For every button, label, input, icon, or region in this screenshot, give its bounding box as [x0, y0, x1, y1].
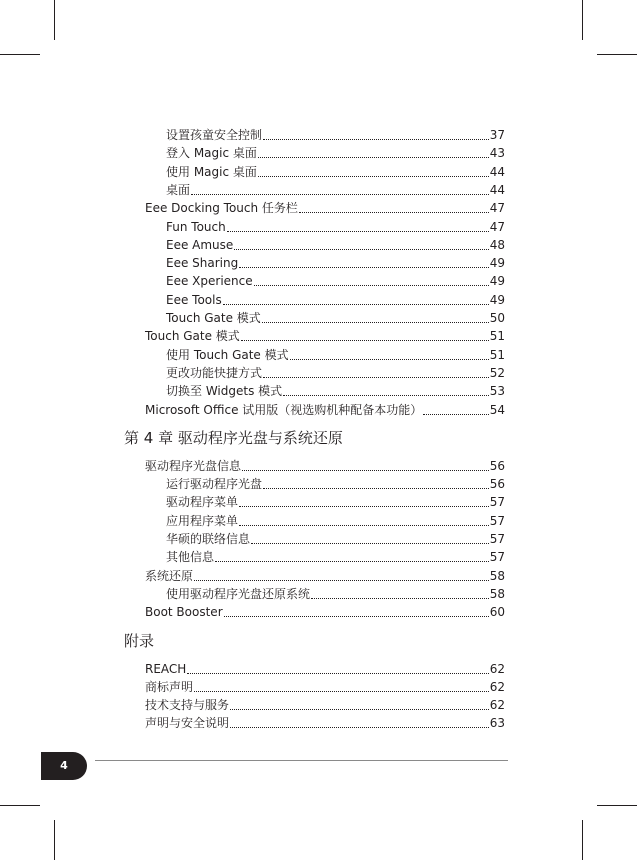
toc-entry-page: 52	[489, 365, 505, 380]
dot-leader	[194, 690, 489, 692]
toc-entry-page: 54	[489, 402, 505, 417]
toc-entry-page: 58	[489, 586, 505, 601]
dot-leader	[224, 615, 489, 617]
toc-entry-page: 62	[489, 698, 505, 713]
toc-entry[interactable]	[166, 512, 505, 528]
dot-leader	[215, 560, 489, 562]
dot-leader	[239, 505, 489, 507]
dot-leader	[263, 138, 489, 140]
toc-entry-page: 56	[489, 477, 505, 492]
dot-leader	[254, 284, 489, 286]
toc-entry-label: 使用 Magic 桌面	[166, 164, 257, 179]
toc-entry[interactable]	[145, 714, 505, 730]
toc-entry[interactable]	[166, 163, 505, 179]
toc-entry-page: 58	[489, 568, 505, 583]
toc-entry-label: 声明与安全说明	[145, 716, 230, 731]
toc-entry-label: 系统还原	[145, 568, 194, 583]
dot-leader	[262, 321, 489, 323]
toc-entry-page: 57	[489, 513, 505, 528]
dot-leader	[230, 726, 489, 728]
toc-entry-label: 设置孩童安全控制	[166, 128, 263, 142]
toc-entry[interactable]	[166, 364, 505, 380]
toc-entry[interactable]	[166, 493, 505, 509]
toc-entry-label: 华硕的联络信息	[166, 532, 251, 546]
toc-entry-page: 53	[489, 384, 505, 399]
toc-entry[interactable]	[166, 272, 505, 288]
toc-entry-label: 切换至 Widgets 模式	[166, 384, 283, 399]
toc-entry[interactable]	[145, 327, 505, 343]
toc-entry-label: Fun Touch	[166, 219, 226, 234]
toc-entry[interactable]	[166, 254, 505, 270]
dot-leader	[234, 248, 488, 250]
toc-entry-page: 56	[489, 458, 505, 473]
toc-entry-page: 44	[489, 164, 505, 179]
toc-entry-page: 62	[489, 679, 505, 694]
toc-entry-label: Boot Booster	[145, 605, 223, 620]
toc-entry[interactable]	[166, 144, 505, 160]
toc-entry-label: 桌面	[166, 182, 191, 197]
toc-entry-label: 使用驱动程序光盘还原系统	[166, 586, 311, 601]
dot-leader	[263, 376, 489, 378]
toc-entry[interactable]	[166, 236, 505, 252]
dot-leader	[227, 230, 489, 232]
toc-entry[interactable]	[166, 346, 505, 362]
dot-leader	[187, 672, 488, 674]
toc-entry[interactable]	[145, 660, 505, 676]
toc-entry-page: 57	[489, 550, 505, 565]
toc-entry-page: 44	[489, 182, 505, 197]
toc-entry-page: 63	[489, 716, 505, 731]
toc-chapter-heading: 附录	[124, 631, 155, 650]
toc-entry-page: 57	[489, 532, 505, 546]
toc-entry-label: 驱动程序菜单	[166, 495, 239, 510]
toc-entry[interactable]	[145, 457, 505, 473]
toc-entry-label: 应用程序菜单	[166, 513, 239, 528]
toc-entry[interactable]	[166, 548, 505, 564]
toc-entry-page: 49	[489, 292, 505, 307]
toc-entry-page: 51	[489, 347, 505, 362]
toc-entry-label: 其他信息	[166, 550, 215, 565]
dot-leader	[423, 413, 488, 415]
toc-entry[interactable]	[166, 309, 505, 325]
dot-leader	[194, 579, 489, 581]
toc-entry-page: 49	[489, 256, 505, 271]
dot-leader	[239, 524, 489, 526]
toc-entry-page: 37	[489, 128, 505, 142]
toc-entry[interactable]	[166, 126, 505, 142]
toc-entry-label: Eee Sharing	[166, 256, 239, 271]
toc-entry-label: Touch Gate 模式	[166, 311, 261, 325]
dot-leader	[290, 358, 489, 360]
toc-entry-label: 商标声明	[145, 679, 194, 694]
dot-leader	[223, 303, 489, 305]
toc-entry[interactable]	[166, 382, 505, 398]
dot-leader	[191, 193, 489, 195]
dot-leader	[258, 175, 489, 177]
toc-entry-label: 登入 Magic 桌面	[166, 146, 257, 161]
toc-entry[interactable]	[145, 401, 505, 417]
toc-entry-label: 驱动程序光盘信息	[145, 458, 242, 473]
toc-entry-page: 48	[489, 237, 505, 252]
toc-chapter-heading: 第 4 章 驱动程序光盘与系统还原	[124, 428, 343, 447]
toc-entry-page: 50	[489, 311, 505, 325]
toc-entry-page: 57	[489, 495, 505, 510]
dot-leader	[251, 542, 489, 544]
toc-entry[interactable]	[145, 567, 505, 583]
page-number: 4	[60, 759, 68, 772]
dot-leader	[258, 156, 489, 158]
toc-entry-label: Eee Tools	[166, 292, 222, 307]
toc-entry-page: 62	[489, 661, 505, 676]
toc-entry[interactable]	[166, 530, 505, 546]
dot-leader	[230, 708, 489, 710]
dot-leader	[263, 487, 489, 489]
toc-entry[interactable]	[145, 678, 505, 694]
toc-entry[interactable]	[166, 291, 505, 307]
toc-entry-label: 更改功能快捷方式	[166, 365, 263, 380]
toc-entry-page: 49	[489, 274, 505, 289]
toc-entry[interactable]	[166, 585, 505, 601]
toc-entry-page: 47	[489, 201, 505, 216]
toc-entry-label: Microsoft Office 试用版（视选购机种配备本功能）	[145, 402, 423, 417]
toc-entry-page: 51	[489, 329, 505, 344]
dot-leader	[241, 339, 489, 341]
toc-entry-label: 运行驱动程序光盘	[166, 477, 263, 492]
dot-leader	[283, 394, 489, 396]
toc-entry-label: 使用 Touch Gate 模式	[166, 347, 289, 362]
toc-entry-label: 技术支持与服务	[145, 698, 230, 713]
page-number-badge	[41, 752, 87, 780]
dot-leader	[239, 266, 488, 268]
toc-entry[interactable]	[166, 475, 505, 491]
toc-entry-page: 47	[489, 219, 505, 234]
toc-entry[interactable]	[166, 181, 505, 197]
toc-entry[interactable]	[145, 696, 505, 712]
toc-entry-label: Eee Amuse	[166, 237, 234, 252]
toc-entry[interactable]	[166, 218, 505, 234]
dot-leader	[242, 469, 489, 471]
toc-entry[interactable]	[145, 199, 505, 215]
toc-entry-label: Touch Gate 模式	[145, 329, 240, 344]
dot-leader	[311, 597, 489, 599]
dot-leader	[299, 211, 489, 213]
toc-entry[interactable]	[145, 603, 505, 619]
toc-entry-label: Eee Docking Touch 任务栏	[145, 201, 298, 216]
toc-entry-label: Eee Xperience	[166, 274, 253, 289]
toc-entry-label: REACH	[145, 661, 187, 676]
toc-entry-page: 43	[489, 146, 505, 161]
footer-rule	[95, 760, 508, 761]
toc-entry-page: 60	[489, 605, 505, 620]
